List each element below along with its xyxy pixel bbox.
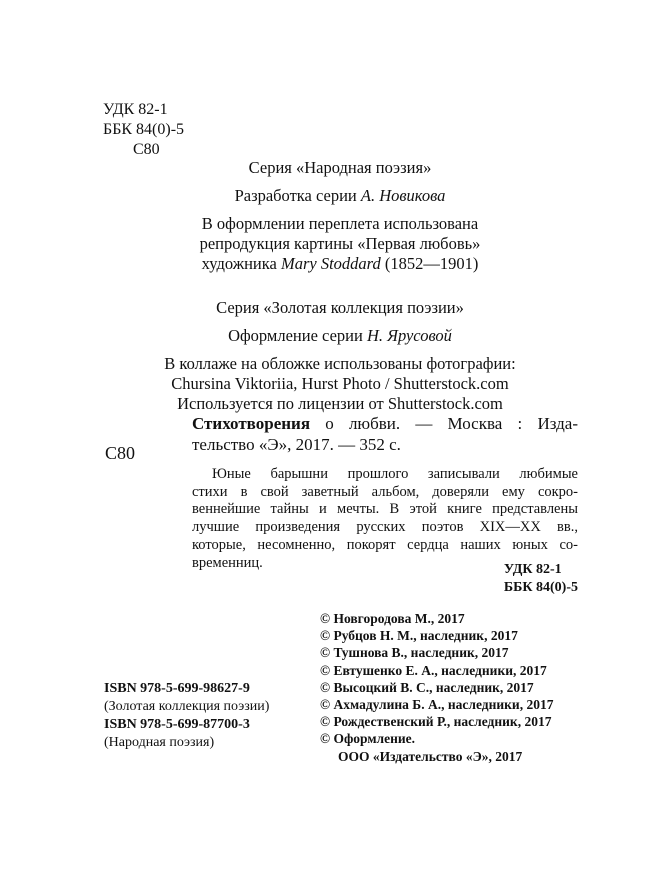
series-name: Серия «Народная поэзия» [248,158,432,177]
copyright-line: © Евтушенко Е. А., наследники, 2017 [320,662,547,678]
annotation-line: веннейшие тайны и мечты. В этой книге представлены [192,501,578,518]
author-mark: С80 [133,141,160,158]
copyright-line: © Тушнова В., наследник, 2017 [320,645,509,661]
isbn-number-2: ISBN 978-5-699-87700-3 [104,717,250,732]
series-2-name: Серия «Золотая коллекция поэзии» [216,298,464,317]
developer-name: А. Новикова [360,186,446,205]
annotation-line: Юные барышни прошлого записывали любимые [212,466,578,482]
udk-code-right: УДК 82-1 [503,562,562,577]
copyright-line: © Рождественский Р., наследник, 2017 [320,714,552,730]
side-author-mark: С80 [105,443,136,463]
entry-line-2: тельство «Э», 2017. — 352 с. [192,435,401,454]
cover-note-line-2: репродукция картины «Первая любовь» [199,234,481,253]
book-title: Стихотворения [192,414,311,433]
photo-credit-line-2: Chursina Viktoriia, Hurst Photo / Shutterstock.com [171,374,509,393]
isbn-series-2: (Народная поэзия) [104,735,215,750]
annotation-line: которые, несомненно, покорят сердца наших юных со- [192,536,578,553]
copyright-line: © Рубцов Н. М., наследник, 2017 [320,628,518,644]
annotation-line: лучшие произведения русских поэтов XIX—XX вв., [192,519,578,536]
copyright-line: © Новгородова М., 2017 [320,611,465,626]
bibliographic-entry [192,413,578,455]
classification-codes-right [504,561,578,596]
copyright-line: © Оформление. [320,731,416,747]
bbk-code-right: ББК 84(0)-5 [503,579,578,595]
classification-codes [103,100,184,160]
artist-name: Mary Stoddard [280,254,381,273]
designer-name: Н. Ярусовой [366,326,452,345]
bbk-code: ББК 84(0)-5 [103,121,185,138]
copyright-line: © Ахмадулина Б. А., наследники, 2017 [320,697,554,713]
annotation-line: стихи в свой заветный альбом, доверяли ему сокро- [192,483,578,500]
cover-note-line-3: художника Mary Stoddard (1852—1901) [201,254,479,273]
isbn-block [104,680,269,752]
annotation-line: временниц. [192,554,263,571]
photo-credit-line-3: Используется по лицензии от Shutterstock.com [177,394,503,413]
photo-credit-line-1: В коллаже на обложке использованы фотографии: [164,354,516,373]
series-info [100,158,580,414]
udk-code: УДК 82-1 [103,101,168,118]
annotation [192,466,578,572]
isbn-number-1: ISBN 978-5-699-98627-9 [104,681,250,696]
copyright-line: ООО «Издательство «Э», 2017 [338,748,523,764]
copyright-block [320,610,553,765]
copyright-line: © Высоцкий В. С., наследник, 2017 [320,679,534,695]
entry-line-1: Стихотворения о любви. — Москва : Изда- [192,414,578,433]
series-developer: Разработка серии А. Новикова [234,186,446,205]
series-designer: Оформление серии Н. Ярусовой [228,326,452,345]
isbn-series-1: (Золотая коллекция поэзии) [104,699,270,714]
cover-note-line-1: В оформлении переплета использована [201,214,479,233]
